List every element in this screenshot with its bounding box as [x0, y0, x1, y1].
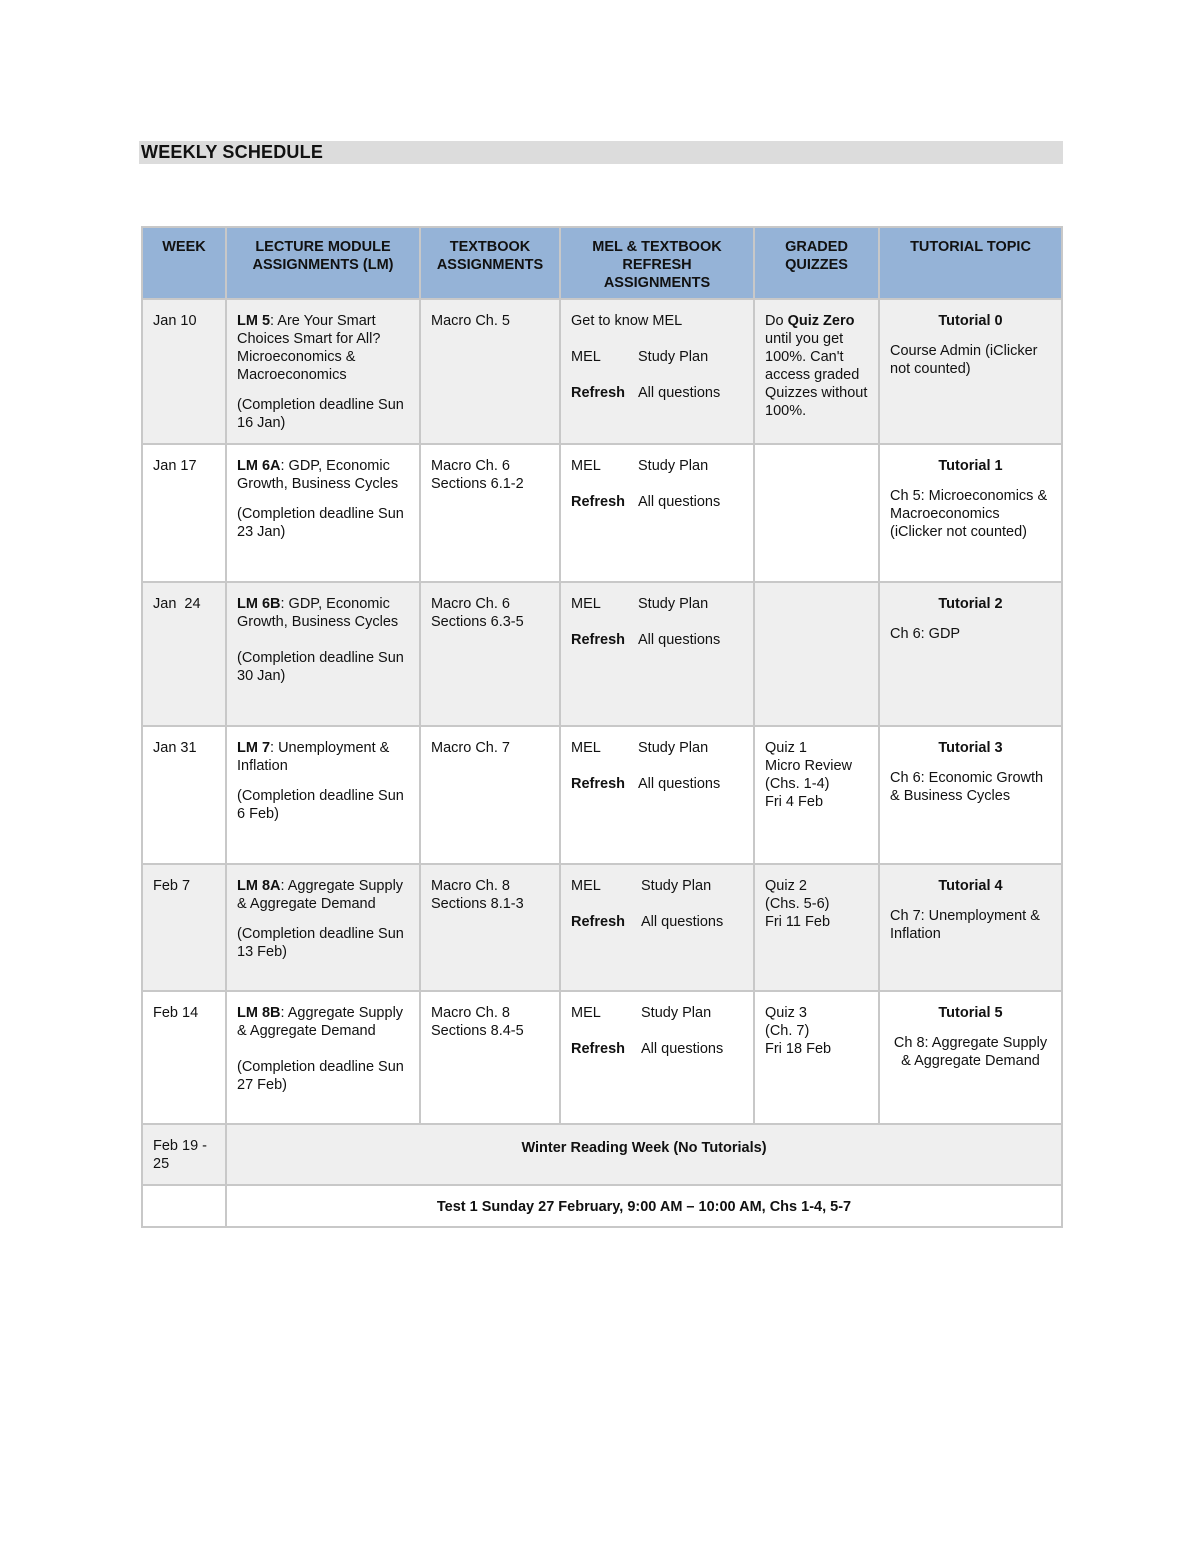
- quiz-text: Do: [765, 313, 788, 329]
- refresh-label: Refresh: [571, 776, 625, 792]
- quiz-cell: Quiz 2 (Chs. 5-6) Fri 11 Feb: [754, 864, 879, 991]
- tutorial-cell: [879, 991, 1062, 1124]
- refresh-value: All questions: [638, 385, 721, 401]
- refresh-label: Refresh: [571, 914, 625, 930]
- lm-title: : Aggregate Supply & Aggregate Demand: [237, 878, 404, 912]
- mel-value: Study Plan: [641, 1005, 712, 1021]
- week-cell: Jan 17: [142, 444, 226, 582]
- mel-label: MEL: [571, 740, 601, 756]
- textbook-chapter: Macro Ch. 7: [431, 740, 510, 756]
- textbook-chapter: Macro Ch. 8: [431, 878, 510, 894]
- table-row: [142, 299, 1062, 444]
- week-cell: Feb 7: [142, 864, 226, 991]
- mel-label: MEL: [571, 878, 601, 894]
- lm-code: LM 8B: [237, 1005, 281, 1021]
- tutorial-title: Tutorial 1: [938, 458, 1003, 474]
- week-cell: [142, 1185, 226, 1227]
- lm-code: LM 7: [237, 740, 271, 756]
- tutorial-topic: Ch 6: GDP: [890, 626, 961, 642]
- tutorial-topic: Ch 6: Economic Growth & Business Cycles: [890, 770, 1044, 804]
- lm-code: LM 6B: [237, 596, 281, 612]
- lm-title: : Unemployment & Inflation: [237, 740, 390, 774]
- textbook-sections: Sections 6.3-5: [431, 614, 524, 630]
- reading-week-note: Winter Reading Week (No Tutorials): [226, 1124, 1062, 1185]
- mel-label: MEL: [571, 458, 601, 474]
- week-cell: Jan 10: [142, 299, 226, 444]
- week-cell: Jan 31: [142, 726, 226, 864]
- mel-value: Study Plan: [638, 740, 709, 756]
- lm-deadline: (Completion deadline Sun 23 Jan): [237, 506, 404, 540]
- mel-label: MEL: [571, 1005, 601, 1021]
- lm-deadline: (Completion deadline Sun 30 Jan): [237, 650, 404, 684]
- tutorial-title: Tutorial 5: [938, 1005, 1003, 1021]
- mel-value: Study Plan: [638, 349, 709, 365]
- refresh-label: Refresh: [571, 385, 625, 401]
- quiz-cell: Quiz 1 Micro Review (Chs. 1-4) Fri 4 Feb: [754, 726, 879, 864]
- lm-deadline: (Completion deadline Sun 27 Feb): [237, 1059, 404, 1093]
- tutorial-title: Tutorial 3: [938, 740, 1003, 756]
- mel-value: Study Plan: [638, 458, 709, 474]
- tutorial-topic: Ch 7: Unemployment & Inflation: [890, 908, 1040, 942]
- header-textbook: TEXTBOOK ASSIGNMENTS: [420, 227, 560, 299]
- tutorial-title: Tutorial 0: [938, 313, 1003, 329]
- header-tutorial-topic: TUTORIAL TOPIC: [879, 227, 1062, 299]
- refresh-value: All questions: [638, 632, 721, 648]
- quiz-cell: [754, 444, 879, 582]
- header-mel-refresh: MEL & TEXTBOOK REFRESH ASSIGNMENTS: [560, 227, 754, 299]
- refresh-value: All questions: [641, 1041, 724, 1057]
- textbook-chapter: Macro Ch. 6: [431, 596, 510, 612]
- refresh-value: All questions: [641, 914, 724, 930]
- textbook-sections: Sections 8.4-5: [431, 1023, 524, 1039]
- quiz-text: until you get 100%. Can't access graded Quizzes without 100%.: [765, 331, 868, 419]
- week-cell: Jan 24: [142, 582, 226, 726]
- mel-cell: [560, 864, 754, 991]
- heading-bar: [139, 141, 1063, 164]
- quiz-cell: [754, 299, 879, 444]
- textbook-chapter: Macro Ch. 6: [431, 458, 510, 474]
- tutorial-topic: Ch 5: Microeconomics & Macroeconomics (iClicker not counted): [890, 488, 1048, 540]
- quiz-zero-label: Quiz Zero: [787, 313, 855, 329]
- refresh-value: All questions: [638, 776, 721, 792]
- textbook-cell: [420, 582, 560, 726]
- table-row: [142, 991, 1062, 1124]
- tutorial-cell: [879, 864, 1062, 991]
- textbook-sections: Sections 6.1-2: [431, 476, 524, 492]
- mel-intro: Get to know MEL: [571, 313, 683, 329]
- textbook-cell: [420, 991, 560, 1124]
- textbook-chapter: Macro Ch. 5: [431, 313, 510, 329]
- lm-code: LM 6A: [237, 458, 281, 474]
- lm-title: : Are Your Smart Choices Smart for All? Microeconomics & Macroeconomics: [237, 313, 381, 383]
- lm-title: : Aggregate Supply & Aggregate Demand: [237, 1005, 404, 1039]
- table-row: [142, 582, 1062, 726]
- quiz-cell: Quiz 3 (Ch. 7) Fri 18 Feb: [754, 991, 879, 1124]
- mel-cell: [560, 444, 754, 582]
- tutorial-topic: Course Admin (iClicker not counted): [890, 343, 1038, 377]
- test-note: Test 1 Sunday 27 February, 9:00 AM – 10:00 AM, Chs 1-4, 5-7: [226, 1185, 1062, 1227]
- mel-label: MEL: [571, 596, 601, 612]
- refresh-value: All questions: [638, 494, 721, 510]
- table-row: [142, 444, 1062, 582]
- lecture-module-cell: [226, 991, 420, 1124]
- textbook-cell: [420, 444, 560, 582]
- lecture-module-cell: [226, 864, 420, 991]
- test-row: [142, 1185, 1062, 1227]
- textbook-cell: [420, 726, 560, 864]
- lecture-module-cell: [226, 726, 420, 864]
- header-lecture-module: LECTURE MODULE ASSIGNMENTS (LM): [226, 227, 420, 299]
- tutorial-cell: [879, 299, 1062, 444]
- tutorial-cell: [879, 444, 1062, 582]
- lm-title: : GDP, Economic Growth, Business Cycles: [237, 596, 399, 630]
- tutorial-topic: Ch 8: Aggregate Supply & Aggregate Demand: [893, 1035, 1048, 1069]
- reading-week-row: [142, 1124, 1062, 1185]
- refresh-label: Refresh: [571, 632, 625, 648]
- lm-code: LM 8A: [237, 878, 281, 894]
- lm-deadline: (Completion deadline Sun 16 Jan): [237, 397, 404, 431]
- mel-cell: [560, 299, 754, 444]
- header-week: WEEK: [142, 227, 226, 299]
- refresh-label: Refresh: [571, 494, 625, 510]
- textbook-cell: [420, 864, 560, 991]
- header-graded-quizzes: GRADED QUIZZES: [754, 227, 879, 299]
- lecture-module-cell: [226, 582, 420, 726]
- page-title: WEEKLY SCHEDULE: [141, 142, 324, 162]
- tutorial-title: Tutorial 2: [938, 596, 1003, 612]
- lm-deadline: (Completion deadline Sun 6 Feb): [237, 788, 404, 822]
- mel-value: Study Plan: [638, 596, 709, 612]
- textbook-chapter: Macro Ch. 8: [431, 1005, 510, 1021]
- table-row: [142, 864, 1062, 991]
- lm-code: LM 5: [237, 313, 271, 329]
- mel-cell: [560, 991, 754, 1124]
- quiz-cell: [754, 582, 879, 726]
- mel-value: Study Plan: [641, 878, 712, 894]
- mel-label: MEL: [571, 349, 601, 365]
- week-cell: Feb 14: [142, 991, 226, 1124]
- tutorial-cell: [879, 726, 1062, 864]
- refresh-label: Refresh: [571, 1041, 625, 1057]
- lecture-module-cell: [226, 444, 420, 582]
- textbook-sections: Sections 8.1-3: [431, 896, 524, 912]
- table-row: [142, 726, 1062, 864]
- tutorial-cell: [879, 582, 1062, 726]
- lm-deadline: (Completion deadline Sun 13 Feb): [237, 926, 404, 960]
- textbook-cell: [420, 299, 560, 444]
- header-row: [142, 227, 1062, 299]
- lecture-module-cell: [226, 299, 420, 444]
- weekly-schedule-table: [141, 226, 1063, 1228]
- tutorial-title: Tutorial 4: [938, 878, 1003, 894]
- lm-title: : GDP, Economic Growth, Business Cycles: [237, 458, 399, 492]
- week-cell: Feb 19 - 25: [142, 1124, 226, 1185]
- mel-cell: [560, 582, 754, 726]
- mel-cell: [560, 726, 754, 864]
